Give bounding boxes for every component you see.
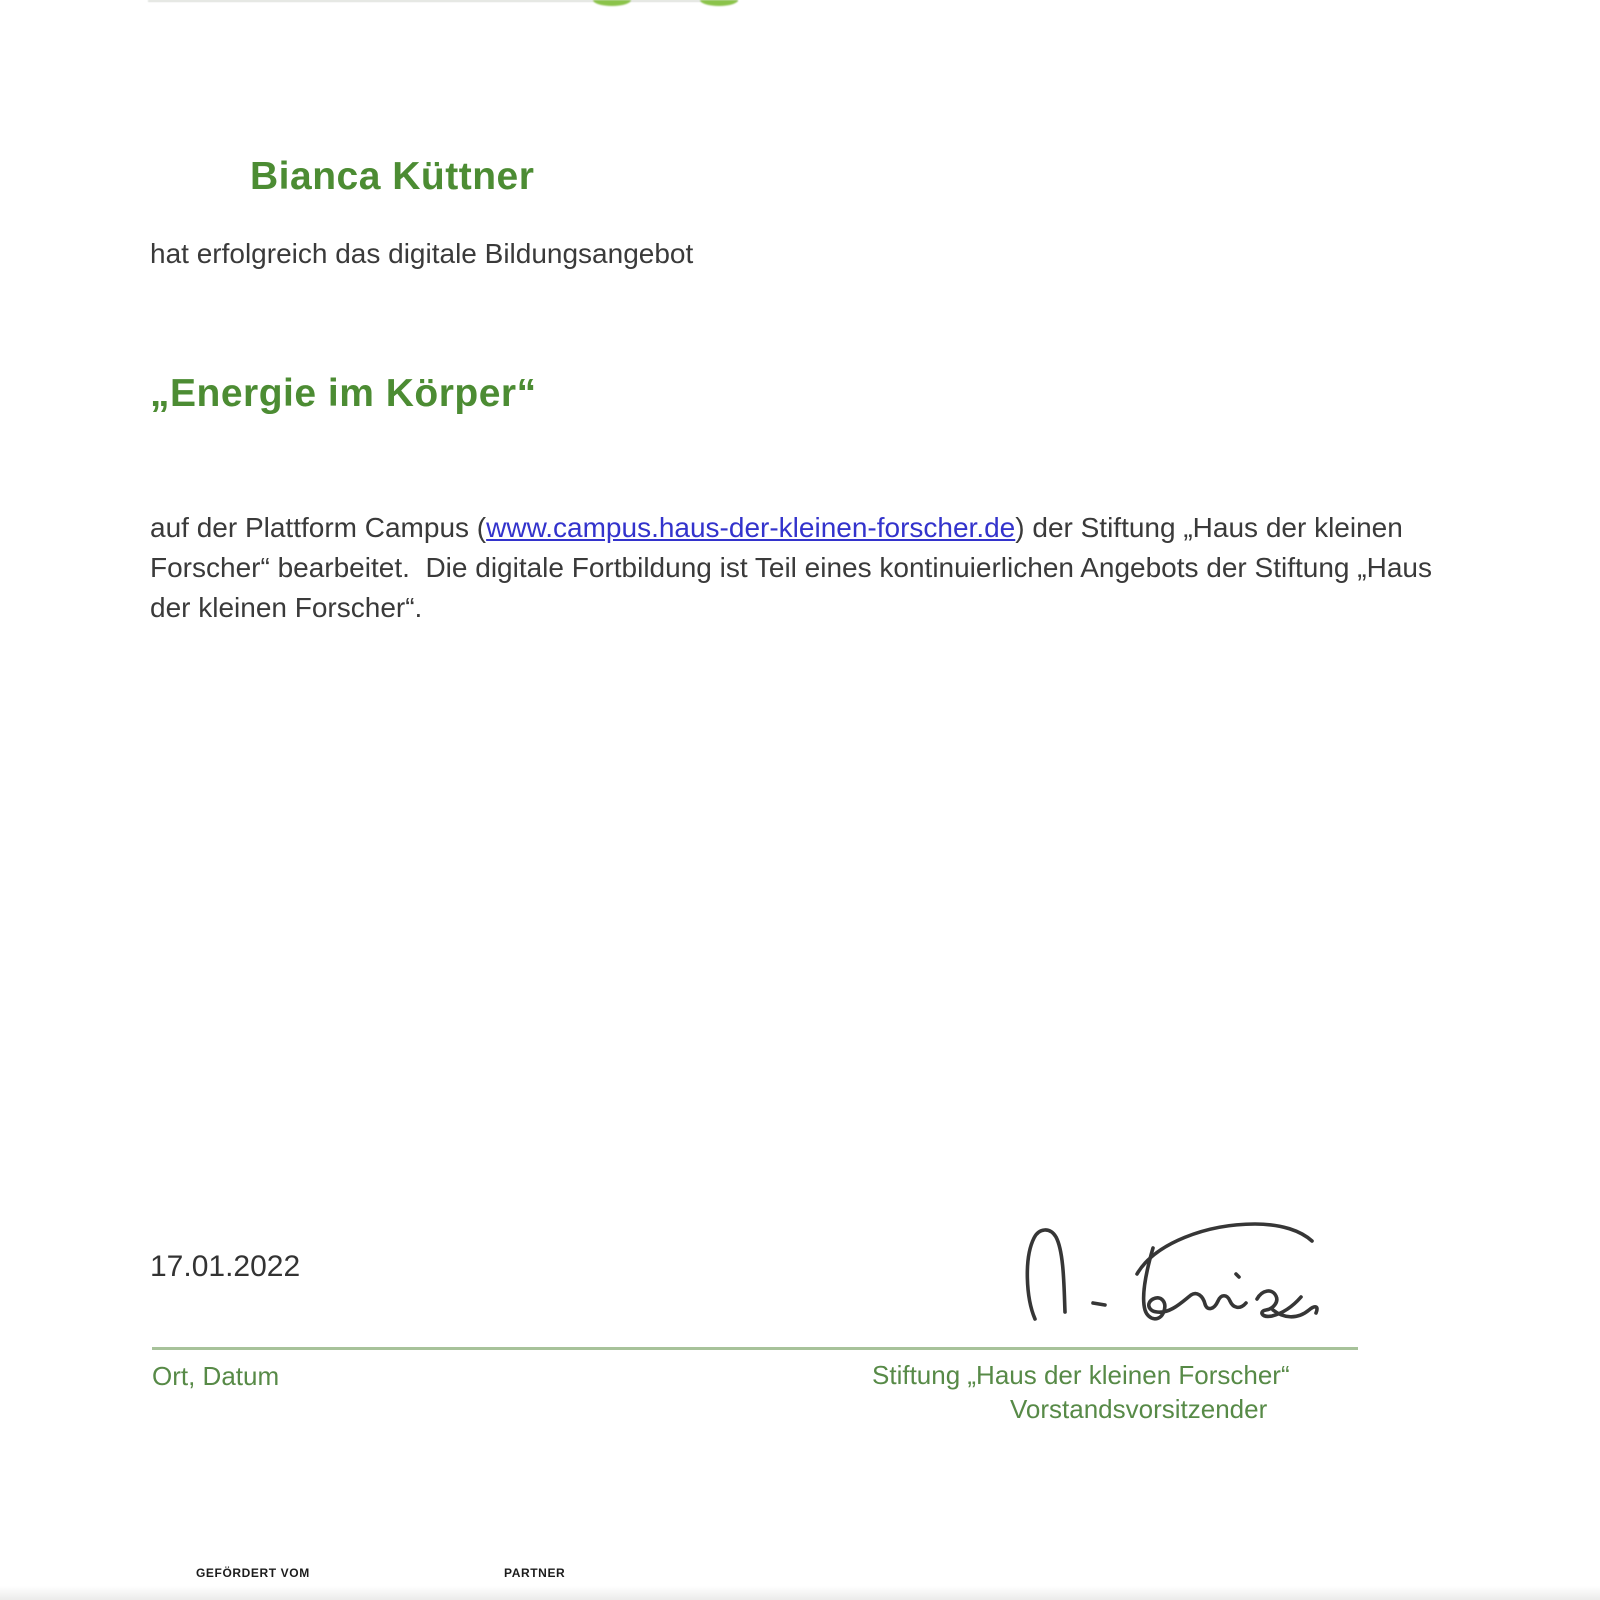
ort-datum-label: Ort, Datum <box>152 1361 280 1391</box>
recipient-name: Bianca Küttner <box>250 155 535 198</box>
vorstandsvorsitzender-label: Vorstandsvorsitzender <box>1010 1394 1268 1424</box>
cutoff-title-descender-icon <box>593 0 631 6</box>
campus-platform-link[interactable]: www.campus.haus-der-kleinen-forscher.de <box>486 512 1016 543</box>
cutoff-title-descender-icon <box>700 0 738 6</box>
signature <box>1005 1198 1335 1338</box>
signature-rule <box>152 1347 1358 1350</box>
partner-label: PARTNER <box>504 1566 566 1580</box>
body-paragraph <box>150 508 1472 628</box>
body-text-pre-link: auf der Plattform Campus ( <box>150 512 487 543</box>
statement-line: hat erfolgreich das digitale Bildungsangebot <box>150 238 694 269</box>
funded-by-label: GEFÖRDERT VOM <box>196 1566 310 1580</box>
scan-bottom-edge <box>0 1586 1600 1600</box>
date-text: 17.01.2022 <box>150 1250 301 1283</box>
course-title: „Energie im Körper“ <box>150 372 537 415</box>
cutoff-title-smear <box>148 0 738 2</box>
stiftung-label: Stiftung „Haus der kleinen Forscher“ <box>872 1360 1290 1390</box>
body-text-post-link: ) der Stiftung „Haus der kleinen Forscher“ bearbeitet. Die digitale Fortbildung ist Teil eines kontinuierlichen Angebots der Stiftung „Haus der kleinen Forscher“. <box>150 512 1440 623</box>
